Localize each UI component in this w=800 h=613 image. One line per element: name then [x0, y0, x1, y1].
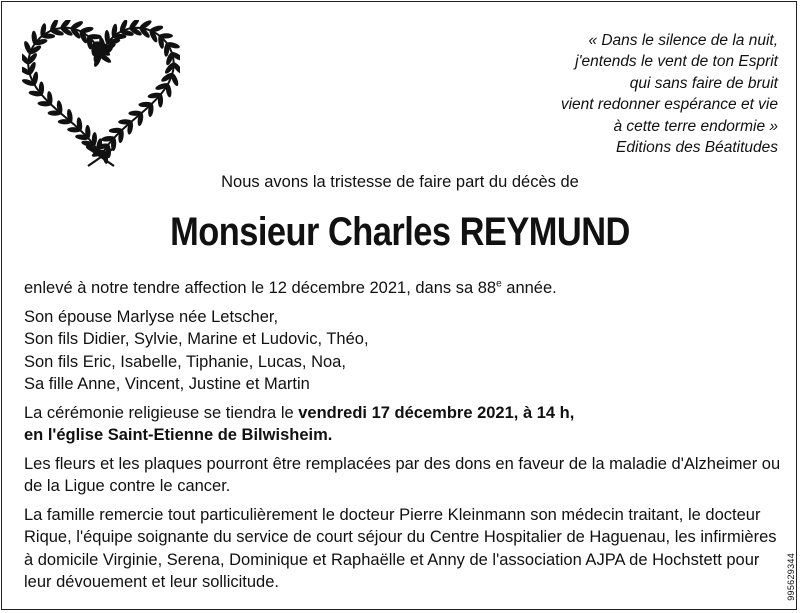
- thanks-note: La famille remercie tout particulièrement le docteur Pierre Kleinmann son médecin traitant, le docteur Rique, l'équipe soignante du service de court séjour du Centre Hospitalier de Haguenau, les infirmières à domicile Virginie, Serena, Dominique et Raphaëlle et Anny de l'association AJPA de Hochstett pour leur dévouement et leur sollicitude.: [24, 505, 777, 591]
- death-line-end: année.: [501, 279, 557, 297]
- ceremony-date: vendredi 17 décembre 2021, à 14 h,: [298, 403, 575, 422]
- family-line: Son fils Didier, Sylvie, Marine et Ludovic, Théo,: [24, 330, 369, 348]
- death-line-text: enlevé à notre tendre affection le 12 décembre 2021, dans sa 88: [24, 279, 497, 297]
- poem-line: vient redonner espérance et vie: [560, 96, 778, 114]
- poem-line: à cette terre endormie »: [613, 117, 778, 135]
- poem: [448, 30, 778, 158]
- family-line: Son fils Eric, Isabelle, Tiphanie, Lucas, Noa,: [24, 352, 346, 371]
- deceased-name: Monsieur Charles REYMUND: [170, 210, 630, 254]
- flowers-note: Les fleurs et les plaques pourront être remplacées par des dons en faveur de la maladie d'Alzheimer ou de la Ligue contre le cancer.: [24, 454, 781, 495]
- poem-line: j'entends le vent de ton Esprit: [575, 53, 778, 71]
- death-line: [24, 277, 784, 300]
- ceremony-prefix: La cérémonie religieuse se tiendra le: [24, 403, 299, 422]
- reference-number: 995629344: [786, 553, 796, 601]
- poem-line: qui sans faire de bruit: [629, 74, 778, 92]
- family-line: Son épouse Marlyse née Letscher,: [24, 307, 279, 326]
- ordinal-suffix: e: [496, 278, 502, 290]
- family-line: Sa fille Anne, Vincent, Justine et Martin: [24, 375, 310, 393]
- laurel-heart-icon: [22, 20, 180, 168]
- notice-body: [24, 277, 784, 600]
- poem-source: Editions des Béatitudes: [616, 139, 778, 157]
- ceremony-place: en l'église Saint-Etienne de Bilwisheim.: [24, 426, 333, 444]
- intro-text: Nous avons la tristesse de faire part du décès de: [221, 173, 579, 191]
- family-list: [24, 306, 784, 396]
- ceremony: [24, 402, 784, 447]
- poem-line: « Dans le silence de la nuit,: [588, 32, 778, 49]
